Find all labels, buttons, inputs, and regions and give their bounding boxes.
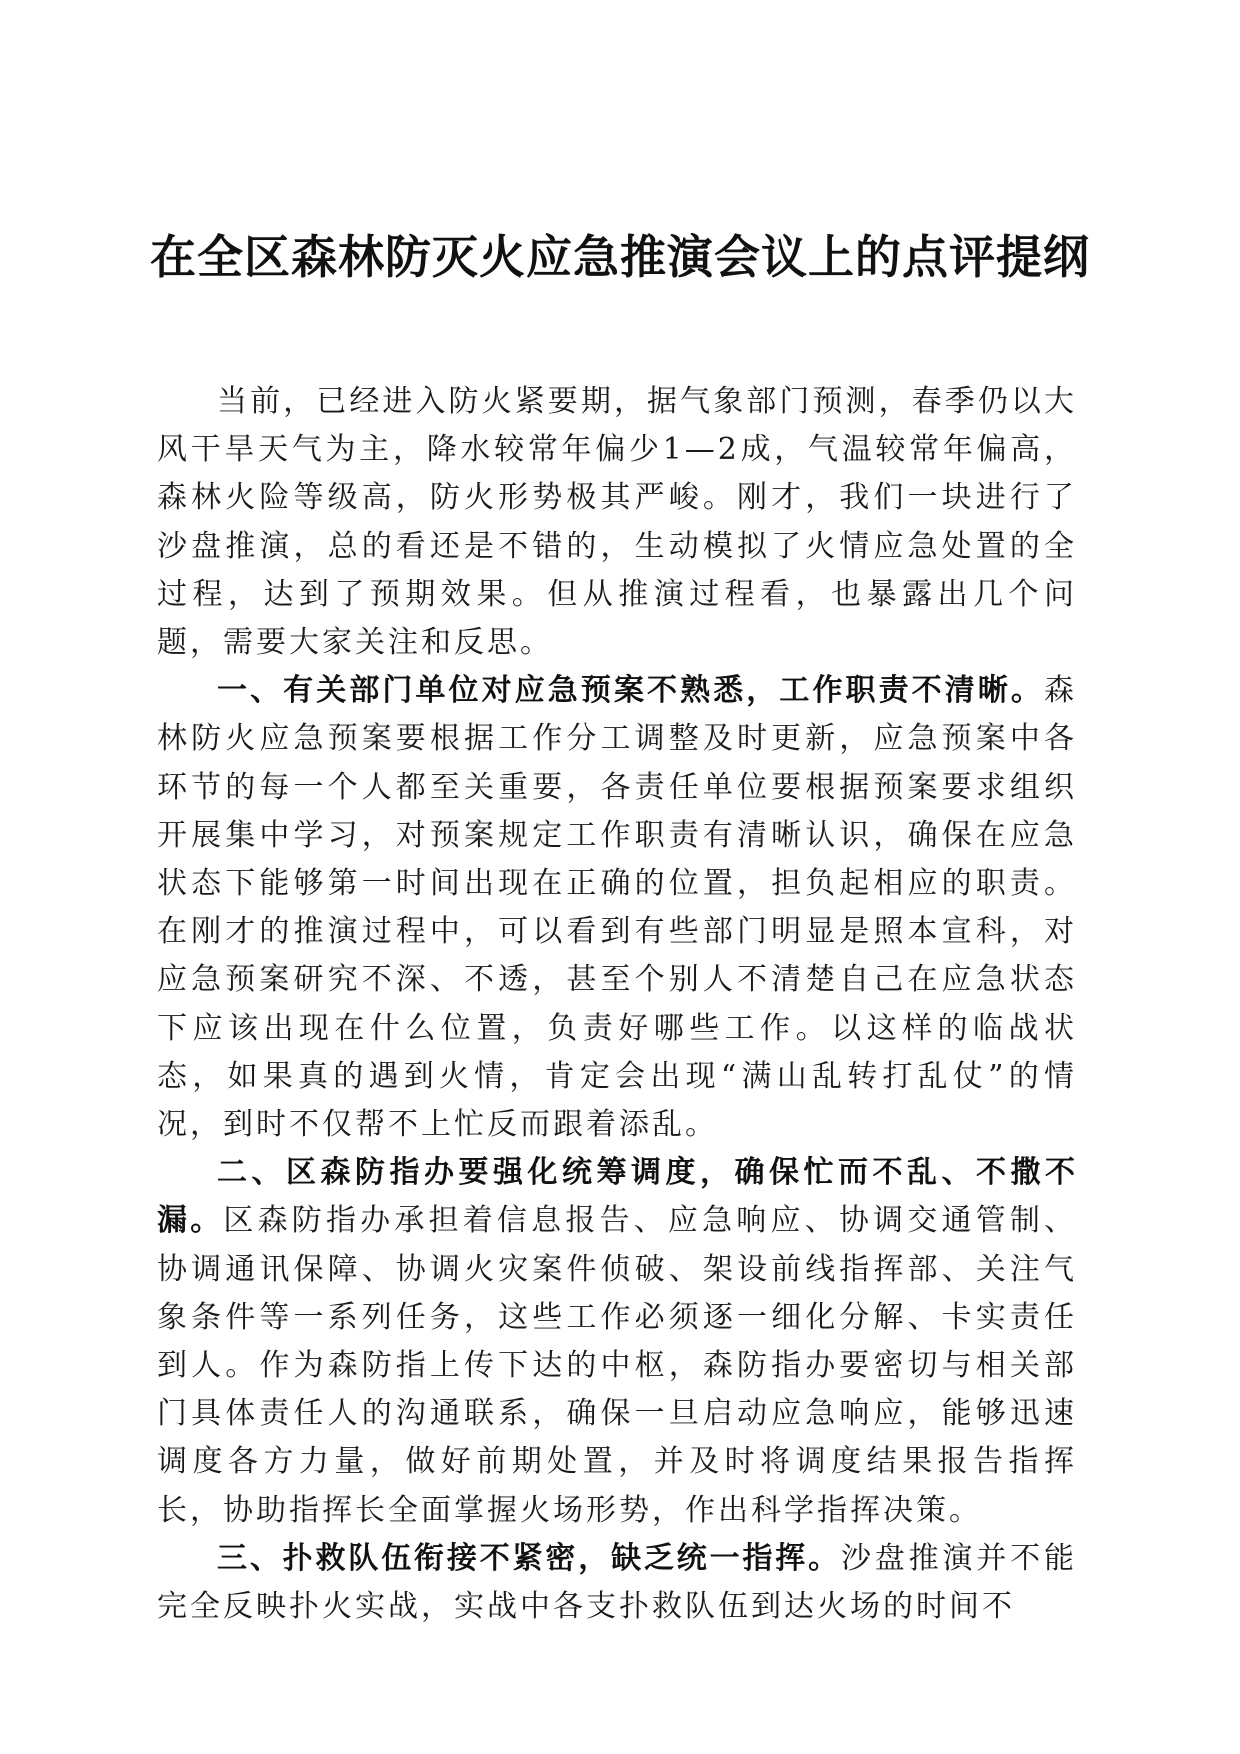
section-1-paragraph	[157, 667, 1077, 1149]
section-3-paragraph	[157, 1535, 1077, 1631]
section-2-paragraph	[157, 1149, 1077, 1535]
document-title: 在全区森林防灭火应急推演会议上的点评提纲	[150, 230, 1090, 284]
section-3-heading: 三、扑救队伍衔接不紧密，缺乏统一指挥。	[217, 1540, 841, 1576]
document-body	[157, 378, 1077, 1631]
section-1-text: 森林防火应急预案要根据工作分工调整及时更新，应急预案中各环节的每一个人都至关重要，各责任单位要根据预案要求组织开展集中学习，对预案规定工作职责有清晰认识，确保在应急状态下能够第一时间出现在正确的位置，担负起相应的职责。在刚才的推演过程中，可以看到有些部门明显是照本宣科，对应急预案研究不深、不透，甚至个别人不清楚自己在应急状态下应该出现在什么位置，负责好哪些工作。以这样的临战状态，如果真的遇到火情，肯定会出现“满山乱转打乱仗”的情况，到时不仅帮不上忙反而跟着添乱。	[157, 673, 1077, 1143]
section-3-text: 沙盘推演并不能完全反映扑火实战，实战中各支扑救队伍到达火场的时间不	[157, 1540, 1078, 1625]
intro-paragraph: 当前，已经进入防火紧要期，据气象部门预测，春季仍以大风干旱天气为主，降水较常年偏少1—2成，气温较常年偏高，森林火险等级高，防火形势极其严峻。刚才，我们一块进行了沙盘推演，总的看还是不错的，生动模拟了火情应急处置的全过程，达到了预期效果。但从推演过程看，也暴露出几个问题，需要大家关注和反思。	[157, 384, 1077, 661]
section-2-heading: 二、区森防指办要强化统筹调度，确保忙而不乱、不撒不漏。	[157, 1155, 1077, 1239]
section-2-text: 区森防指办承担着信息报告、应急响应、协调交通管制、协调通讯保障、协调火灾案件侦破、架设前线指挥部、关注气象条件等一系列任务，这些工作必须逐一细化分解、卡实责任到人。作为森防指上传下达的中枢，森防指办要密切与相关部门具体责任人的沟通联系，确保一旦启动应急响应，能够迅速调度各方力量，做好前期处置，并及时将调度结果报告指挥长，协助指挥长全面掌握火场形势，作出科学指挥决策。	[157, 1203, 1078, 1528]
section-1-heading: 一、有关部门单位对应急预案不熟悉，工作职责不清晰。	[217, 673, 1044, 709]
